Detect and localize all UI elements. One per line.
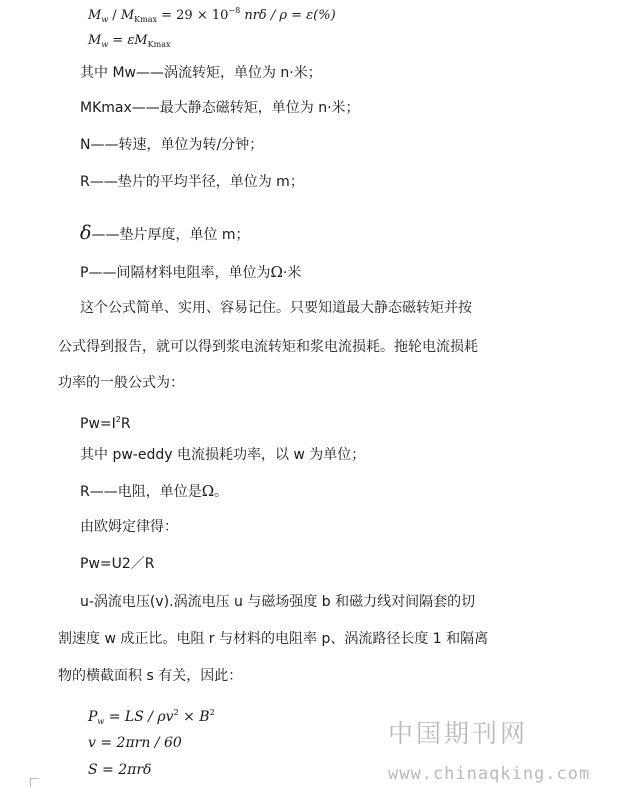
formula-rest: nrδ / ρ = ε(%) bbox=[240, 8, 336, 23]
paragraph-2-line-2: 割速度 w 成正比。电阻 r 与材料的电阻率 p、涡流路径长度 1 和隔离 bbox=[58, 631, 489, 647]
formula-operator: / bbox=[108, 8, 121, 23]
paragraph-1-line-1: 这个公式简单、实用、容易记住。只要知道最大静态磁转矩并按 bbox=[80, 300, 472, 316]
definition-pw-eddy: 其中 pw-eddy 电流损耗功率，以 w 为单位； bbox=[80, 447, 366, 463]
paragraph-2-line-3: 物的横截面积 s 有关，因此： bbox=[58, 668, 243, 684]
ohm-law-intro: 由欧姆定律得： bbox=[80, 519, 178, 535]
formula-symbol: M bbox=[88, 8, 102, 23]
resistance-text: R——电阻，单位是 bbox=[80, 484, 202, 500]
definition-resistance bbox=[80, 481, 228, 502]
p-text: P——间隔材料电阻率，单位为 bbox=[80, 265, 271, 281]
definition-mw: 其中 Mw——涡流转矩，单位为 n·米； bbox=[80, 65, 322, 81]
formula-eddy-torque bbox=[88, 31, 170, 55]
omega-symbol: Ω bbox=[270, 263, 283, 281]
formula-number: = 29 × 10 bbox=[156, 8, 229, 23]
formula-exponent: 2 bbox=[173, 708, 179, 717]
watermark-chinese: 中国期刊网 bbox=[388, 719, 529, 748]
omega-symbol: Ω bbox=[201, 482, 215, 500]
delta-symbol: δ bbox=[80, 222, 92, 244]
formula-symbol: M bbox=[88, 33, 102, 48]
formula-exponent: 2 bbox=[209, 708, 215, 717]
definition-n: N——转速，单位为转/分钟； bbox=[80, 137, 264, 153]
definition-p bbox=[80, 262, 301, 283]
formula-power-current bbox=[80, 410, 131, 434]
formula-subscript: w bbox=[97, 717, 105, 726]
formula-torque-ratio bbox=[88, 1, 336, 30]
page-corner-mark bbox=[30, 778, 39, 787]
definition-mkmax: MKmax——最大静态磁转矩，单位为 n·米； bbox=[80, 100, 360, 116]
delta-text: ——垫片厚度，单位 m； bbox=[91, 227, 250, 243]
formula-subscript: Kmax bbox=[134, 15, 157, 24]
definition-delta bbox=[80, 223, 250, 245]
p-unit: ·米 bbox=[282, 265, 302, 281]
paragraph-2-line-1: u-涡流电压(v).涡流电压 u 与磁场强度 b 和磁力线对间隔套的切 bbox=[80, 594, 476, 610]
formula-rest: = εM bbox=[108, 33, 148, 48]
formula-velocity: v = 2πrn / 60 bbox=[88, 735, 182, 751]
resistance-end: 。 bbox=[214, 484, 229, 500]
formula-exponent: 2 bbox=[115, 415, 121, 424]
formula-symbol: P bbox=[88, 709, 98, 725]
formula-symbol: M bbox=[120, 8, 135, 23]
formula-subscript: w bbox=[101, 40, 109, 49]
formula-text: R bbox=[120, 416, 131, 432]
definition-r: R——垫片的平均半径，单位为 m； bbox=[80, 174, 304, 190]
paragraph-1-line-3: 功率的一般公式为： bbox=[58, 375, 184, 391]
watermark-url: www.chinaqking.com bbox=[388, 764, 591, 784]
formula-text: Pw=I bbox=[80, 416, 116, 432]
formula-rest: × B bbox=[178, 709, 210, 725]
paragraph-1-line-2: 公式得到报告，就可以得到浆电流转矩和浆电流损耗。拖轮电流损耗 bbox=[58, 339, 478, 355]
formula-power-eddy bbox=[88, 703, 215, 732]
formula-rest: = LS / ρv bbox=[104, 709, 174, 725]
formula-area: S = 2πrδ bbox=[88, 762, 152, 778]
formula-subscript: Kmax bbox=[147, 40, 171, 49]
formula-power-voltage: Pw=U2／R bbox=[80, 556, 155, 572]
formula-subscript: w bbox=[101, 15, 109, 24]
formula-exponent: −8 bbox=[228, 6, 241, 15]
